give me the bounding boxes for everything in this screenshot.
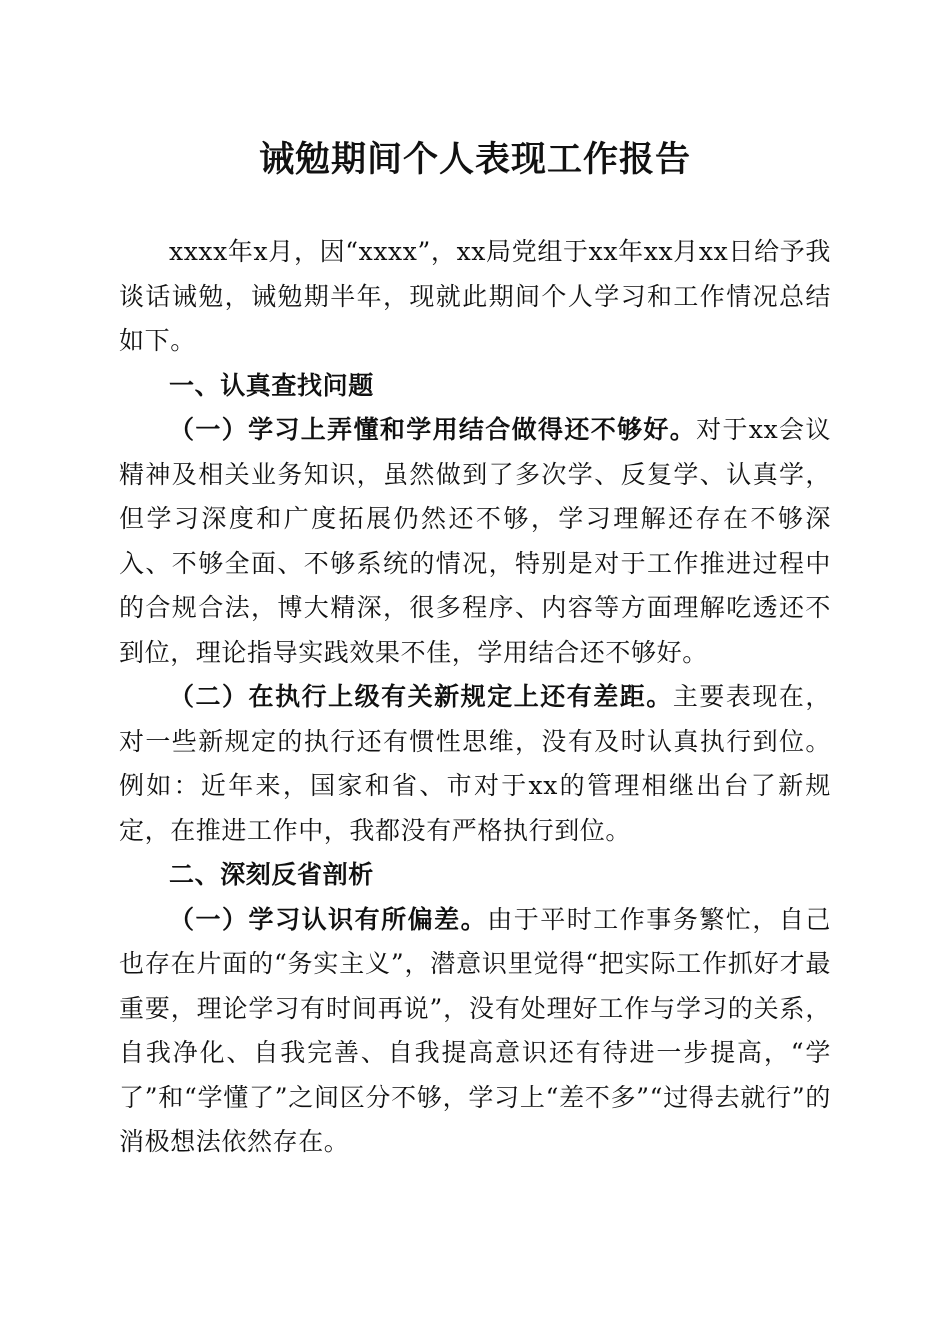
section1-paragraph2 [119, 675, 831, 853]
document-body [119, 230, 831, 1165]
intro-paragraph: xxxx年x月，因“xxxx”，xx局党组于xx年xx月xx日给予我谈话诫勉，诫勉期半年，现就此期间个人学习和工作情况总结如下。 [119, 237, 831, 355]
section1-paragraph1-text: 对于xx会议精神及相关业务知识，虽然做到了多次学、反复学、认真学，但学习深度和广度拓展仍然还不够，学习理解还存在不够深入、不够全面、不够系统的情况，特别是对于工作推进过程中的合规合法，博大精深，很多程序、内容等方面理解吃透还不到位，理论指导实践效果不佳，学用结合还不够好。 [119, 415, 831, 667]
section2-paragraph1-text: 由于平时工作事务繁忙，自己也存在片面的“务实主义”，潜意识里觉得“把实际工作抓好才最重要，理论学习有时间再说”，没有处理好工作与学习的关系，自我净化、自我完善、自我提高意识还有待进一步提高，“学了”和“学懂了”之间区分不够，学习上“差不多”“过得去就行”的消极想法依然存在。 [119, 904, 831, 1156]
section1-paragraph2-lead: （二）在执行上级有关新规定上还有差距。 [169, 682, 673, 711]
section1-heading: 一、认真查找问题 [169, 370, 374, 400]
section2-paragraph1 [119, 898, 831, 1165]
section1-paragraph1 [119, 408, 831, 675]
section1-paragraph1-lead: （一）学习上弄懂和学用结合做得还不够好。 [169, 415, 697, 444]
document-title: 诫勉期间个人表现工作报告 [258, 139, 691, 180]
section2-heading: 二、深刻反省剖析 [169, 860, 374, 889]
section1-paragraph2-text: 主要表现在，对一些新规定的执行还有惯性思维，没有及时认真执行到位。例如：近年来，国家和省、市对于xx的管理相继出台了新规定，在推进工作中，我都没有严格执行到位。 [119, 682, 831, 845]
section2-paragraph1-lead: （一）学习认识有所偏差。 [169, 904, 488, 934]
